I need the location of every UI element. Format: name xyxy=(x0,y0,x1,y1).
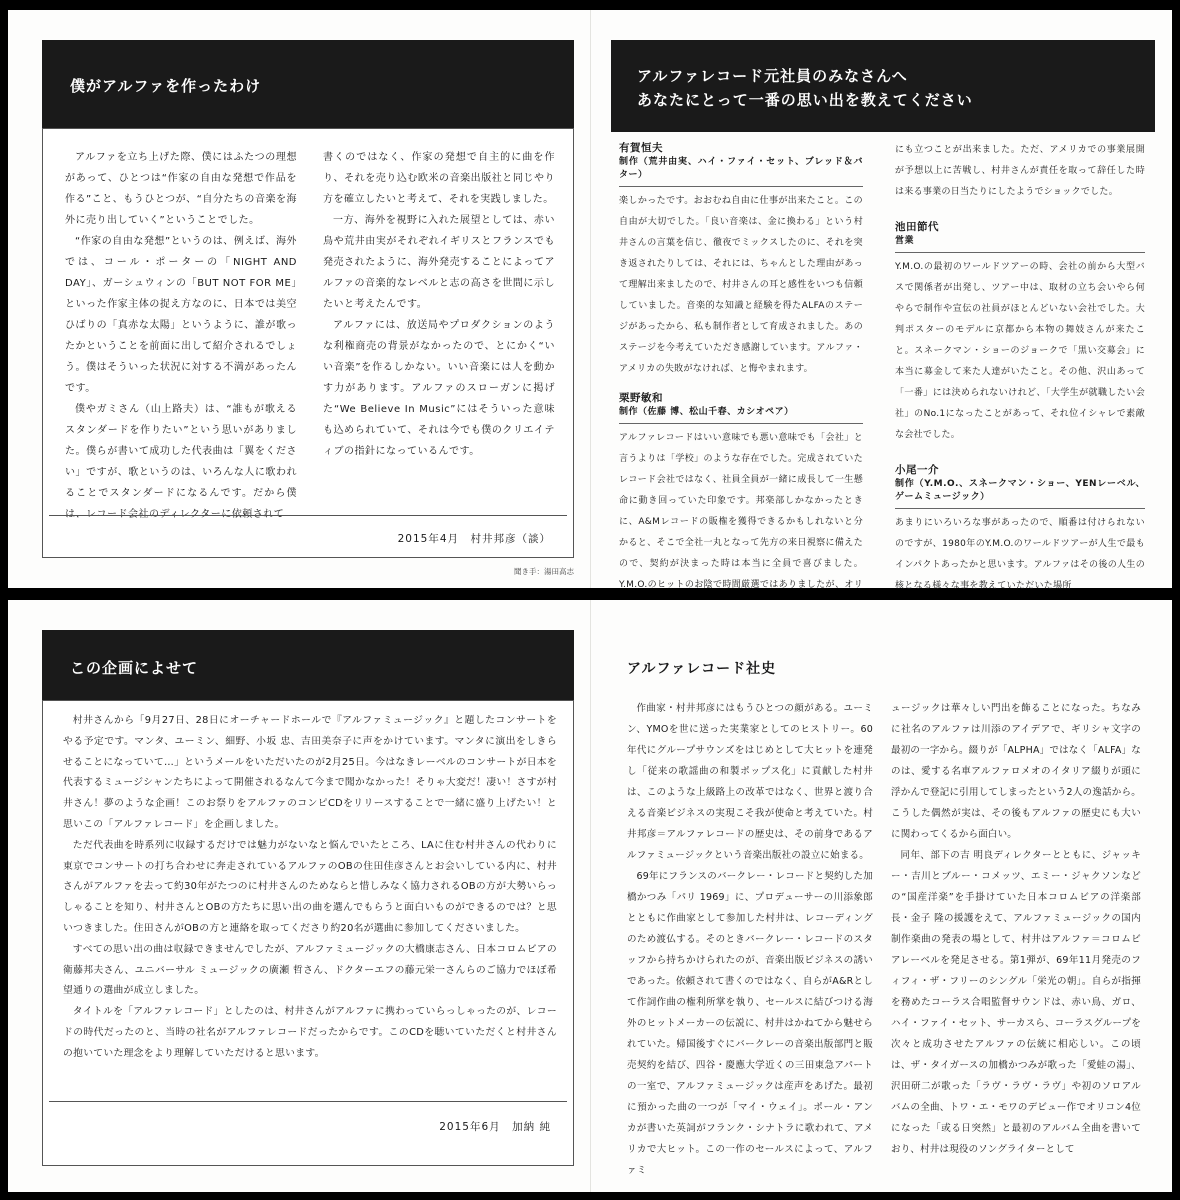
staff-name: 有賀恒夫 xyxy=(619,142,663,154)
essay-paragraph: アルファを立ち上げた際、僕にはふたつの理想があって、ひとつは“作家の自由な発想で作品を作る”こと、もうひとつが、“自分たちの音楽を海外に売り出していく”ということでした。 xyxy=(65,152,297,226)
history-column-1 xyxy=(627,698,873,1182)
bottom-booklet-page xyxy=(8,600,1172,1192)
staff-memory: Y.M.O.の最初のワールドツアーの時、会社の前から大型バスで関係者が出発し、ツアー中は、取材の立ち会いやら何やらで制作や宣伝の社員がほとんどいない会社でした。大判ポスターのモデルに京都から本物の舞妓さんが来たこと。スネークマン・ショーのジョークで「黒い交募会」に本当に募金して来た人達がいたこと。その他、沢山あって「一番」には決められないけれど、「大学生が就職したい会社」のNo.1になったことがあって、それ位イシャレで素敵な会社でした。 xyxy=(895,262,1145,440)
essay-paragraph: 僕やガミさん（山上路夫）は、“誰もが歌えるスタンダードを作りたい”という思いがありました。僕らが書いて成功した代表曲は「翼をください」ですが、歌というのは、いろんな人に歌われることでスタンダードになるんです。だから僕 xyxy=(65,404,297,499)
essay-paragraph: 書くのではなく、作家の発想で自主的に曲を作り、それを売り込む欧米の音楽出版社と同じやり方を確立したいと考えて、それを実践しました。 xyxy=(323,152,555,205)
planning-paragraph: 村井さんから「9月27日、28日にオーチャードホールで『アルファミュージック』と題したコンサートをやる予定です。マンタ、ユーミン、細野、小坂 忠、吉田美奈子に声をかけています。マンタに演出をしきらせることになっていて…」というメールをいただいたのが2月25日。今はなきレーベルのコンサートが日本を代表するミュージシャンたちによって開催されるなんて今まで聞かなかった！そりゃ大変だ！凄い！さすが村井さん！夢のような企画！このお祭りをアルファのコンピCDをリリースすることで一緒に盛り上げたい！と思いこの「アルファレコード」を企画しました。 xyxy=(63,715,557,830)
memories-heading-bar xyxy=(611,40,1155,132)
planning-text xyxy=(63,711,557,1085)
history-column-2 xyxy=(891,698,1141,1182)
staff-memory: 楽しかったです。おおむね自由に仕事が出来たこと。この自由が大切でした。「良い音楽は、金に換わる」という村井さんの言葉を信じ、徹夜でミックスしたのに、それを突き返されたりしては、それには、ちゃんとした理由があって理解出来ましたので、村井さんの耳と感性をいつも信頼していました。音楽的な知識と経験を得たALFAのステージがあったから、私も制作者として育成されました。あのステージを今考えていただき感謝しています。アルファ・アメリカの失敗がなければ、と悔やまれます。 xyxy=(619,196,863,374)
memories-heading-line-2: あなたにとって一番の思い出を教えてください xyxy=(637,91,973,109)
planning-note-panel xyxy=(8,600,590,1192)
planning-paragraph: タイトルを「アルファレコード」としたのは、村井さんがアルファに携わっていらっしゃったのが、レコードの時代だったのと、当時の社名がアルファレコードだったからです。このCDを聴いていただくと村井さんの抱いていた理念をより理解していただけると思います。 xyxy=(63,1006,557,1059)
interviewer-credit: 聞き手：湯田高志 xyxy=(514,567,574,576)
essay-paragraph: アルファには、放送局やプロダクションのような利権商売の背景がなかったので、とにかく“いい音楽”を作るしかない。いい音楽には人を動かす力があります。アルファのスローガンに掲げた“We Believe In Music”にはそういった意味も込められていて、それは今でも僕のクリエイティブの指針になっているんです。 xyxy=(323,320,555,457)
memories-column-2 xyxy=(895,140,1145,591)
planning-paragraph: ただ代表曲を時系列に収録するだけでは魅力がないなと悩んでいたところ、LAに住む村井さんの代わりに東京でコンサートの打ち合わせに奔走されているアルファのOBの住田佳彦さんとお会いしている内に、村井さんがアルファを去って約30年がたつのに村井さんのためならと惜しみなく協力されるOBの方が大勢いらっしゃることを知り、村井さんとOBの方たちに思い出の曲を選んでもらうと面白いものができるのでは？と思いつきました。住田さんがOBの方と連絡を取ってくださり約20名が選曲に参加してくださいました。 xyxy=(63,839,557,934)
staff-name: 小尾一介 xyxy=(895,464,939,476)
planning-paragraph: すべての思い出の曲は収録できませんでしたが、アルファミュージックの大橋康志さん、日本コロムビアの衛藤邦夫さん、ユニバーサル ミュージックの廣瀬 哲さん、ドクターエフの藤元栄一さんらのご協力でほぼ希望通りの選曲が成立しました。 xyxy=(63,943,557,997)
memories-heading-line-1: アルファレコード元社員のみなさんへ xyxy=(637,67,908,85)
staff-role: 制作（佐藤 博、松山千春、カシオペア） xyxy=(619,406,863,424)
essay-column-1 xyxy=(65,147,297,499)
staff-role: 制作（荒井由実、ハイ・ファイ・セット、ブレッド＆バター） xyxy=(619,156,863,187)
essay-paragraph: “作家の自由な発想”というのは、例えば、海外では、コール・ポーターの「NIGHT AND DAY」、ガーシュウィンの「BUT NOT FOR ME」といった作家主体の捉え方なのに、日本では美空ひばりの「真赤な太陽」というように、誰が歌ったかということを前面に出して紹介されるでしょう。僕はそういった状況に対する不満があったんです。 xyxy=(65,236,297,394)
planning-heading: この企画によせて xyxy=(70,659,199,677)
staff-name: 池田節代 xyxy=(895,221,939,233)
history-paragraph: 作曲家・村井邦彦にはもうひとつの顔がある。ユーミン、YMOを世に送った実業家としてのヒストリー。60年代にグループサウンズをはじめとして大ヒットを連発し「従来の歌謡曲の和製ポップス化」に貢献した村井は、このような上級路上の改革ではなく、世界と渡り合える音楽ビジネスの実現こそ我が使命と考えていた。村井邦彦＝アルファレコードの歴史は、その前身であるアルファミュージックという音楽出版社の設立に始まる。 xyxy=(627,703,873,861)
staff-role: 制作（Y.M.O.、スネークマン・ショー、YENレーベル、ゲームミュージック） xyxy=(895,478,1145,509)
staff-memory: アルファレコードはいい意味でも悪い意味でも「会社」と言うよりは「学校」のような存在でした。完成されていたレコード会社ではなく、社員全員が一緒に成長して一生懸命に動き回っていた印象です。邦楽部しかなかったときに、A&Mレコードの販権を獲得できるかもしれないと分かると、そこで全社一丸となって先方の来日視察に備えたので、契約が決まった時は本当に全員で喜びました。Y.M.O.のヒットのお陰で時間厳選ではありましたが、オリ xyxy=(619,433,863,590)
history-heading: アルファレコード社史 xyxy=(627,661,777,677)
planning-box xyxy=(42,700,574,1166)
essay-box xyxy=(42,128,574,558)
planning-heading-bar xyxy=(42,630,574,700)
staff-memory: にも立つことが出来ました。ただ、アメリカでの事業展開が予想以上に苦戦し、村井さんが責任を取って辞任した時は来る事業の日当たりにしたようでショックでした。 xyxy=(895,145,1145,197)
history-paragraph: ュージックは華々しい門出を飾ることになった。ちなみに社名のアルファは川添のアイデアで、ギリシャ文字の最初の一字から。綴りが「ALPHA」ではなく「ALFA」なのは、愛する名車アルファロメオのイタリア綴りが頭に浮かんで登記に引用してしまったという2人の逸話から。こうした偶然が実は、その後もアルファの歴史にも大いに関わってくるから面白い。 xyxy=(891,703,1141,840)
planning-signature-rule xyxy=(49,1101,567,1102)
history-paragraph: 同年、部下の吉 明良ディレクターとともに、ジャッキー・吉川とブルー・コメッツ、エミー・ジャクソンなどの“国産洋楽”を手掛けていた日本コロムビアの洋楽部長・金子 隆の援護をえて、アルファミュージックの国内制作楽曲の発表の場として、村井はアルファ＝コロムビアレーベルを発足させる。第1弾が、69年11月発売のフィフィ・ザ・フリーのシングル「栄光の朝」。自らが指揮を務めたコーラス合唱監督サウンドは、赤い鳥、ガロ、ハイ・ファイ・セット、サーカスら、コーラスグループを次々と成功させたアルファの伝統に相応しい。この頃は、ザ・タイガースの加橋かつみが歌った「愛蛙の湯」、沢田研二が歌った「ラヴ・ラヴ・ラヴ」や初のソロアルバムの全曲、トワ・エ・モワのデビュー作でオリコン4位になった「或る日突然」と最初のアルバム全曲を書いており、村井は現役のソングライターとして xyxy=(891,850,1141,1155)
essay-column-2 xyxy=(323,147,555,491)
label-history-panel xyxy=(591,600,1172,1192)
planning-signature: 2015年6月 加納 純 xyxy=(439,1121,551,1133)
essay-heading: 僕がアルファを作ったわけ xyxy=(70,77,262,95)
staff-memories-panel xyxy=(591,10,1172,591)
murai-essay-panel xyxy=(8,10,590,588)
essay-heading-bar xyxy=(42,40,574,128)
essay-signature: 2015年4月 村井邦彦（談） xyxy=(397,533,551,545)
staff-role: 営業 xyxy=(895,235,1145,253)
staff-name: 栗野敏和 xyxy=(619,392,663,404)
staff-memory: あまりにいろいろな事があったので、順番は付けられないのですが、1980年のY.M.O.のワールドツアーが人生で最もインパクトあったかと思います。アルファはその後の人生の核となる様々な事を教えていただいた場所 xyxy=(895,518,1145,591)
memories-column-1 xyxy=(619,140,863,590)
top-booklet-page xyxy=(8,10,1172,591)
essay-signature-rule xyxy=(49,515,567,516)
essay-paragraph: 一方、海外を視野に入れた展望としては、赤い鳥や荒井由実がそれぞれイギリスとフランスでも発売されたように、海外発売することによってアルファの音楽的なレベルと志の高さを世間に示したいと考えたんです。 xyxy=(323,215,555,310)
history-paragraph: 69年にフランスのバークレー・レコードと契約した加橋かつみ「パリ 1969」に、プロデューサーの川添象郎とともに作曲家として参加した村井は、レコーディングのため渡仏する。そのときバークレー・レコードのスタッフから持ちかけられたのが、音楽出版ビジネスの誘いであった。依頼されて書くのではなく、自らがA&Rとして作詞作曲の権利所掌を執り、セールスに結びつける海外のヒットメーカーの伝説に、村井はかねてから魅せられていた。帰国後すぐにバークレーの音楽出版部門と販売契約を結び、四谷・慶應大学近くの三田東急アパートの一室で、アルファミュージックは産声をあげた。最初に預かった曲の一つが「マイ・ウェイ」。ポール・アンカが書いた英詞がフランク・シナトラに歌われて、アメリカで大ヒット。この一作のセールスによって、アルファミ xyxy=(627,871,873,1176)
